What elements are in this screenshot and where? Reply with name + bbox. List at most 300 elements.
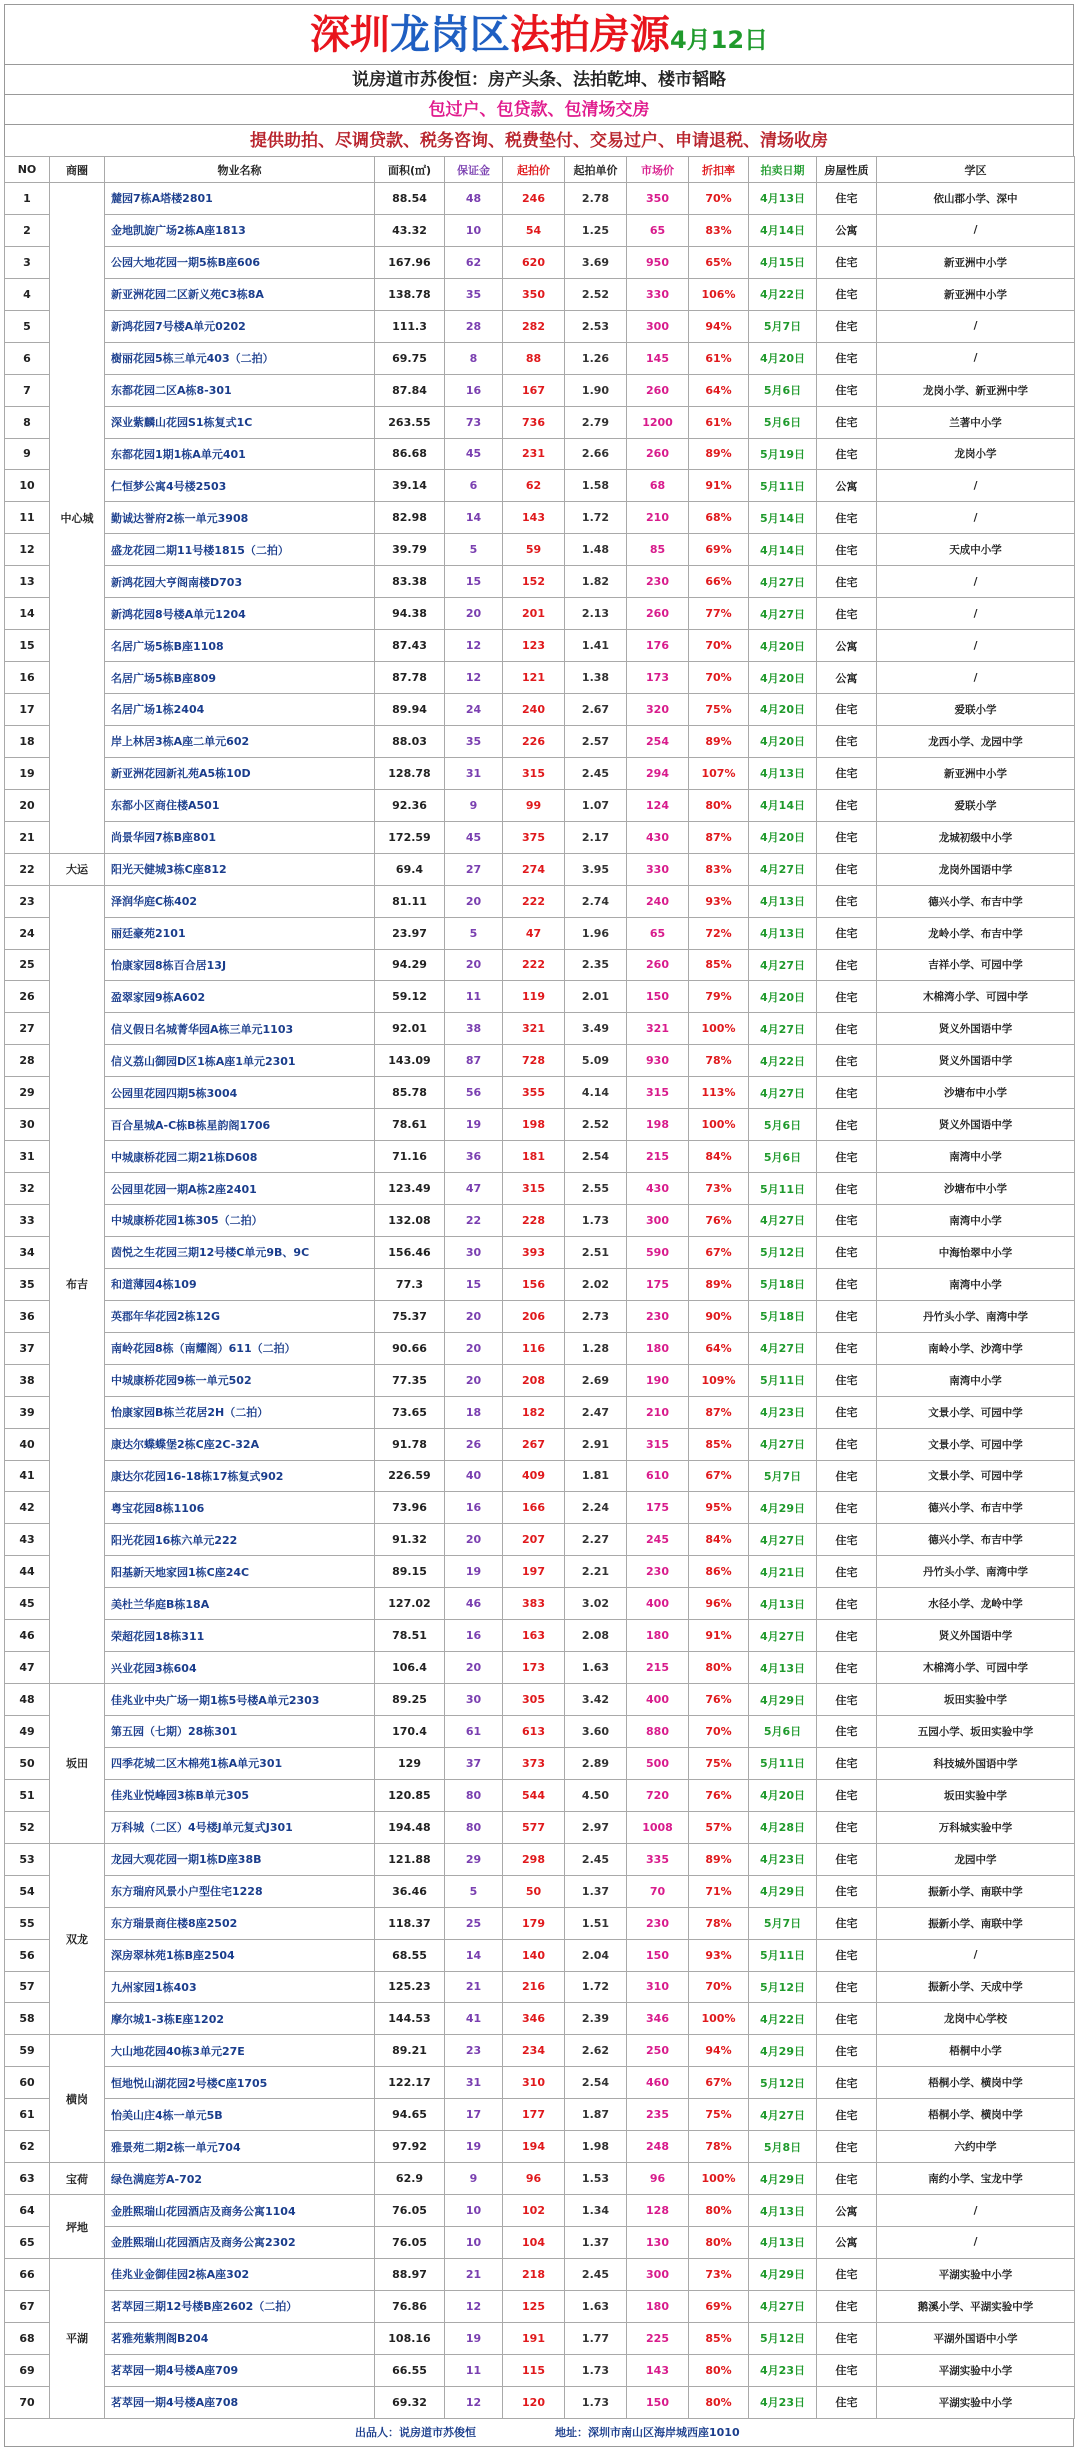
discount-rate: 80% [689, 2386, 749, 2418]
school-district: 爱联小学 [877, 694, 1075, 726]
property-type: 住宅 [817, 2035, 877, 2067]
row-no: 60 [5, 2067, 50, 2099]
start-price: 173 [503, 1652, 565, 1684]
property-name: 茗萃园三期12号楼B座2602（二拍） [105, 2290, 375, 2322]
row-no: 51 [5, 1779, 50, 1811]
page [4, 4, 1074, 2447]
school-district: 水径小学、龙岭中学 [877, 1588, 1075, 1620]
school-district: 平湖实验中小学 [877, 2386, 1075, 2418]
property-name: 丽廷豪苑2101 [105, 917, 375, 949]
row-no: 49 [5, 1716, 50, 1748]
market-price: 65 [627, 917, 689, 949]
deposit: 45 [445, 821, 503, 853]
property-name: 佳兆业中央广场一期1栋5号楼A单元2303 [105, 1684, 375, 1716]
market-price: 150 [627, 981, 689, 1013]
property-name: 金地凯旋广场2栋A座1813 [105, 214, 375, 246]
auction-date: 4月23日 [749, 2354, 817, 2386]
row-no: 27 [5, 1013, 50, 1045]
area: 69.32 [375, 2386, 445, 2418]
unit-price: 3.42 [565, 1684, 627, 1716]
row-no: 20 [5, 789, 50, 821]
area: 75.37 [375, 1300, 445, 1332]
row-no: 4 [5, 278, 50, 310]
property-name: 樹丽花园5栋三单元403（二拍） [105, 342, 375, 374]
school-district: 文景小学、可园中学 [877, 1396, 1075, 1428]
deposit: 61 [445, 1716, 503, 1748]
discount-rate: 91% [689, 470, 749, 502]
school-district: 科技城外国语中学 [877, 1747, 1075, 1779]
row-no: 8 [5, 406, 50, 438]
unit-price: 1.37 [565, 2227, 627, 2259]
school-district: 贤义外国语中学 [877, 1013, 1075, 1045]
table-row [5, 1620, 1075, 1652]
area: 94.65 [375, 2099, 445, 2131]
school-district: 沙塘布中小学 [877, 1077, 1075, 1109]
market-price: 260 [627, 598, 689, 630]
property-name: 深业紫麟山花园S1栋复式1C [105, 406, 375, 438]
start-price: 197 [503, 1556, 565, 1588]
deposit: 47 [445, 1173, 503, 1205]
market-price: 720 [627, 1779, 689, 1811]
table-row [5, 1652, 1075, 1684]
table-row [5, 310, 1075, 342]
deposit: 46 [445, 1588, 503, 1620]
start-price: 194 [503, 2131, 565, 2163]
property-name: 摩尔城1-3栋E座1202 [105, 2003, 375, 2035]
unit-price: 2.24 [565, 1492, 627, 1524]
area: 127.02 [375, 1588, 445, 1620]
area: 77.35 [375, 1364, 445, 1396]
auction-date: 5月11日 [749, 1364, 817, 1396]
unit-price: 2.78 [565, 183, 627, 215]
property-name: 九州家园1栋403 [105, 1971, 375, 2003]
discount-rate: 73% [689, 2258, 749, 2290]
deposit: 19 [445, 1556, 503, 1588]
auction-date: 5月6日 [749, 374, 817, 406]
unit-price: 2.35 [565, 949, 627, 981]
auction-date: 5月7日 [749, 1460, 817, 1492]
property-name: 东都花园二区A栋8-301 [105, 374, 375, 406]
district-cell: 双龙 [50, 1843, 105, 2035]
school-district: 贤义外国语中学 [877, 1620, 1075, 1652]
discount-rate: 64% [689, 1332, 749, 1364]
property-type: 住宅 [817, 1077, 877, 1109]
market-price: 300 [627, 310, 689, 342]
start-price: 728 [503, 1045, 565, 1077]
property-type: 公寓 [817, 470, 877, 502]
deposit: 20 [445, 949, 503, 981]
property-type: 住宅 [817, 246, 877, 278]
start-price: 393 [503, 1236, 565, 1268]
auction-date: 4月27日 [749, 1205, 817, 1237]
property-name: 新鸿花园8号楼A单元1204 [105, 598, 375, 630]
col-name: 物业名称 [105, 157, 375, 183]
auction-date: 4月27日 [749, 1077, 817, 1109]
table-row [5, 598, 1075, 630]
area: 92.36 [375, 789, 445, 821]
property-type: 住宅 [817, 2322, 877, 2354]
discount-rate: 80% [689, 789, 749, 821]
property-type: 住宅 [817, 598, 877, 630]
col-start-price: 起拍价 [503, 157, 565, 183]
deposit: 80 [445, 1779, 503, 1811]
discount-rate: 96% [689, 1588, 749, 1620]
auction-date: 4月27日 [749, 949, 817, 981]
district-cell: 宝荷 [50, 2163, 105, 2195]
property-type: 住宅 [817, 1364, 877, 1396]
property-name: 茗萃园一期4号楼A座709 [105, 2354, 375, 2386]
table-row [5, 1492, 1075, 1524]
row-no: 53 [5, 1843, 50, 1875]
area: 128.78 [375, 757, 445, 789]
property-type: 住宅 [817, 821, 877, 853]
market-price: 145 [627, 342, 689, 374]
school-district: / [877, 1939, 1075, 1971]
unit-price: 2.57 [565, 725, 627, 757]
area: 170.4 [375, 1716, 445, 1748]
school-district: 梧桐小学、横岗中学 [877, 2099, 1075, 2131]
unit-price: 2.52 [565, 1109, 627, 1141]
deposit: 15 [445, 566, 503, 598]
start-price: 315 [503, 1173, 565, 1205]
subtitle-promise: 包过户、包贷款、包清场交房 [4, 94, 1074, 124]
property-type: 住宅 [817, 789, 877, 821]
row-no: 64 [5, 2195, 50, 2227]
discount-rate: 100% [689, 2003, 749, 2035]
start-price: 163 [503, 1620, 565, 1652]
area: 94.29 [375, 949, 445, 981]
area: 88.54 [375, 183, 445, 215]
property-type: 住宅 [817, 1332, 877, 1364]
property-name: 新鸿花园7号楼A单元0202 [105, 310, 375, 342]
property-type: 住宅 [817, 1779, 877, 1811]
table-row [5, 981, 1075, 1013]
property-name: 麓园7栋A塔楼2801 [105, 183, 375, 215]
auction-date: 4月29日 [749, 2258, 817, 2290]
property-type: 公寓 [817, 662, 877, 694]
area: 68.55 [375, 1939, 445, 1971]
area: 88.97 [375, 2258, 445, 2290]
property-type: 住宅 [817, 1300, 877, 1332]
unit-price: 2.62 [565, 2035, 627, 2067]
area: 66.55 [375, 2354, 445, 2386]
row-no: 47 [5, 1652, 50, 1684]
row-no: 44 [5, 1556, 50, 1588]
deposit: 14 [445, 502, 503, 534]
school-district: / [877, 662, 1075, 694]
school-district: 爱联小学 [877, 789, 1075, 821]
property-type: 住宅 [817, 1236, 877, 1268]
auction-date: 4月21日 [749, 1556, 817, 1588]
table-row [5, 1684, 1075, 1716]
row-no: 13 [5, 566, 50, 598]
property-type: 住宅 [817, 1013, 877, 1045]
area: 90.66 [375, 1332, 445, 1364]
area: 106.4 [375, 1652, 445, 1684]
deposit: 20 [445, 1524, 503, 1556]
market-price: 300 [627, 2258, 689, 2290]
discount-rate: 84% [689, 1141, 749, 1173]
deposit: 5 [445, 1875, 503, 1907]
school-district: 南岭小学、沙湾中学 [877, 1332, 1075, 1364]
property-type: 住宅 [817, 310, 877, 342]
district-cell: 大运 [50, 853, 105, 885]
area: 77.3 [375, 1268, 445, 1300]
market-price: 315 [627, 1077, 689, 1109]
school-district: 文景小学、可园中学 [877, 1428, 1075, 1460]
table-row [5, 2035, 1075, 2067]
deposit: 40 [445, 1460, 503, 1492]
school-district: 沙塘布中小学 [877, 1173, 1075, 1205]
deposit: 12 [445, 2386, 503, 2418]
row-no: 12 [5, 534, 50, 566]
school-district: 吉祥小学、可园中学 [877, 949, 1075, 981]
property-name: 阳光天健城3栋C座812 [105, 853, 375, 885]
table-row [5, 1747, 1075, 1779]
school-district: 南湾中小学 [877, 1364, 1075, 1396]
school-district: 六约中学 [877, 2131, 1075, 2163]
start-price: 166 [503, 1492, 565, 1524]
area: 59.12 [375, 981, 445, 1013]
start-price: 120 [503, 2386, 565, 2418]
row-no: 58 [5, 2003, 50, 2035]
unit-price: 2.08 [565, 1620, 627, 1652]
property-type: 住宅 [817, 1460, 877, 1492]
row-no: 33 [5, 1205, 50, 1237]
table-row [5, 2354, 1075, 2386]
discount-rate: 78% [689, 1045, 749, 1077]
auction-date: 4月27日 [749, 1332, 817, 1364]
col-no: NO [5, 157, 50, 183]
start-price: 736 [503, 406, 565, 438]
market-price: 1008 [627, 1811, 689, 1843]
unit-price: 1.37 [565, 1875, 627, 1907]
district-cell: 坪地 [50, 2195, 105, 2259]
table-row [5, 2067, 1075, 2099]
market-price: 190 [627, 1364, 689, 1396]
discount-rate: 72% [689, 917, 749, 949]
deposit: 87 [445, 1045, 503, 1077]
unit-price: 4.14 [565, 1077, 627, 1109]
area: 172.59 [375, 821, 445, 853]
deposit: 17 [445, 2099, 503, 2131]
property-name: 龙园大观花园一期1栋D座38B [105, 1843, 375, 1875]
area: 167.96 [375, 246, 445, 278]
deposit: 20 [445, 1300, 503, 1332]
school-district: 南湾中小学 [877, 1141, 1075, 1173]
row-no: 16 [5, 662, 50, 694]
school-district: 平湖实验中小学 [877, 2258, 1075, 2290]
discount-rate: 66% [689, 566, 749, 598]
auction-date: 5月18日 [749, 1268, 817, 1300]
table-row [5, 246, 1075, 278]
property-type: 住宅 [817, 1268, 877, 1300]
area: 73.96 [375, 1492, 445, 1524]
row-no: 22 [5, 853, 50, 885]
auction-date: 4月13日 [749, 183, 817, 215]
property-type: 公寓 [817, 2227, 877, 2259]
discount-rate: 91% [689, 1620, 749, 1652]
school-district: 德兴小学、布吉中学 [877, 1492, 1075, 1524]
property-name: 阳光花园16栋六单元222 [105, 1524, 375, 1556]
school-district: / [877, 630, 1075, 662]
deposit: 9 [445, 789, 503, 821]
table-row [5, 1396, 1075, 1428]
market-price: 180 [627, 2290, 689, 2322]
discount-rate: 100% [689, 1013, 749, 1045]
row-no: 15 [5, 630, 50, 662]
property-type: 住宅 [817, 694, 877, 726]
property-type: 住宅 [817, 1588, 877, 1620]
unit-price: 1.96 [565, 917, 627, 949]
discount-rate: 80% [689, 2195, 749, 2227]
deposit: 10 [445, 2227, 503, 2259]
property-type: 住宅 [817, 1907, 877, 1939]
property-type: 住宅 [817, 2354, 877, 2386]
property-name: 新鸿花园大亨阁南楼D703 [105, 566, 375, 598]
discount-rate: 70% [689, 630, 749, 662]
table-row [5, 342, 1075, 374]
market-price: 240 [627, 885, 689, 917]
table-row [5, 1045, 1075, 1077]
area: 91.78 [375, 1428, 445, 1460]
market-price: 294 [627, 757, 689, 789]
property-name: 泽润华庭C栋402 [105, 885, 375, 917]
deposit: 36 [445, 1141, 503, 1173]
footer-address: 地址：深圳市南山区海岸城西座1010 [555, 2425, 740, 2439]
area: 108.16 [375, 2322, 445, 2354]
unit-price: 1.73 [565, 2386, 627, 2418]
area: 132.08 [375, 1205, 445, 1237]
start-price: 198 [503, 1109, 565, 1141]
area: 97.92 [375, 2131, 445, 2163]
deposit: 15 [445, 1268, 503, 1300]
property-name: 新亚洲花园新礼苑A5栋10D [105, 757, 375, 789]
school-district: / [877, 2195, 1075, 2227]
area: 91.32 [375, 1524, 445, 1556]
row-no: 41 [5, 1460, 50, 1492]
property-name: 怡美山庄4栋一单元5B [105, 2099, 375, 2131]
area: 129 [375, 1747, 445, 1779]
table-row [5, 2195, 1075, 2227]
auction-date: 4月29日 [749, 1684, 817, 1716]
discount-rate: 94% [689, 310, 749, 342]
auction-date: 4月13日 [749, 757, 817, 789]
area: 85.78 [375, 1077, 445, 1109]
deposit: 29 [445, 1843, 503, 1875]
deposit: 16 [445, 374, 503, 406]
auction-date: 5月18日 [749, 1300, 817, 1332]
property-type: 住宅 [817, 853, 877, 885]
property-name: 怡康家园8栋百合居13J [105, 949, 375, 981]
deposit: 18 [445, 1396, 503, 1428]
school-district: 木棉湾小学、可园中学 [877, 1652, 1075, 1684]
school-district: 梧桐小学、横岗中学 [877, 2067, 1075, 2099]
unit-price: 1.87 [565, 2099, 627, 2131]
property-name: 怡康家园B栋兰花居2H（二拍） [105, 1396, 375, 1428]
auction-date: 5月14日 [749, 502, 817, 534]
market-price: 68 [627, 470, 689, 502]
auction-date: 4月15日 [749, 246, 817, 278]
market-price: 330 [627, 853, 689, 885]
table-row [5, 1843, 1075, 1875]
property-name: 公园大地花园一期5栋B座606 [105, 246, 375, 278]
market-price: 400 [627, 1588, 689, 1620]
row-no: 50 [5, 1747, 50, 1779]
deposit: 19 [445, 1109, 503, 1141]
start-price: 346 [503, 2003, 565, 2035]
school-district: 南湾中小学 [877, 1268, 1075, 1300]
market-price: 500 [627, 1747, 689, 1779]
discount-rate: 89% [689, 438, 749, 470]
property-name: 东都小区商住楼A501 [105, 789, 375, 821]
discount-rate: 80% [689, 1652, 749, 1684]
unit-price: 2.79 [565, 406, 627, 438]
area: 89.21 [375, 2035, 445, 2067]
discount-rate: 80% [689, 2354, 749, 2386]
school-district: 鹅溪小学、平湖实验中学 [877, 2290, 1075, 2322]
unit-price: 3.49 [565, 1013, 627, 1045]
market-price: 175 [627, 1268, 689, 1300]
row-no: 2 [5, 214, 50, 246]
school-district: 龙岗小学、新亚洲中学 [877, 374, 1075, 406]
auction-date: 4月14日 [749, 534, 817, 566]
discount-rate: 83% [689, 853, 749, 885]
deposit: 21 [445, 2258, 503, 2290]
deposit: 41 [445, 2003, 503, 2035]
table-row [5, 2099, 1075, 2131]
property-name: 中城康桥花园二期21栋D608 [105, 1141, 375, 1173]
row-no: 61 [5, 2099, 50, 2131]
table-row [5, 2227, 1075, 2259]
market-price: 180 [627, 1332, 689, 1364]
table-row [5, 438, 1075, 470]
start-price: 375 [503, 821, 565, 853]
school-district: 坂田实验中学 [877, 1779, 1075, 1811]
market-price: 315 [627, 1428, 689, 1460]
table-row [5, 1811, 1075, 1843]
area: 122.17 [375, 2067, 445, 2099]
table-row [5, 1716, 1075, 1748]
discount-rate: 85% [689, 949, 749, 981]
property-name: 兴业花园3栋604 [105, 1652, 375, 1684]
discount-rate: 109% [689, 1364, 749, 1396]
unit-price: 1.72 [565, 502, 627, 534]
school-district: / [877, 342, 1075, 374]
table-row [5, 1173, 1075, 1205]
area: 43.32 [375, 214, 445, 246]
start-price: 96 [503, 2163, 565, 2195]
deposit: 9 [445, 2163, 503, 2195]
property-name: 金胜熙瑞山花园酒店及商务公寓2302 [105, 2227, 375, 2259]
start-price: 613 [503, 1716, 565, 1748]
property-type: 住宅 [817, 406, 877, 438]
auction-date: 4月13日 [749, 2195, 817, 2227]
auction-date: 5月12日 [749, 2067, 817, 2099]
auction-date: 4月27日 [749, 2099, 817, 2131]
auction-date: 5月6日 [749, 1716, 817, 1748]
row-no: 38 [5, 1364, 50, 1396]
page-title [4, 4, 1074, 64]
area: 87.84 [375, 374, 445, 406]
property-type: 住宅 [817, 278, 877, 310]
school-district: / [877, 502, 1075, 534]
unit-price: 2.69 [565, 1364, 627, 1396]
table-row [5, 1556, 1075, 1588]
property-name: 名居广场1栋2404 [105, 694, 375, 726]
area: 156.46 [375, 1236, 445, 1268]
district-cell: 坂田 [50, 1684, 105, 1844]
